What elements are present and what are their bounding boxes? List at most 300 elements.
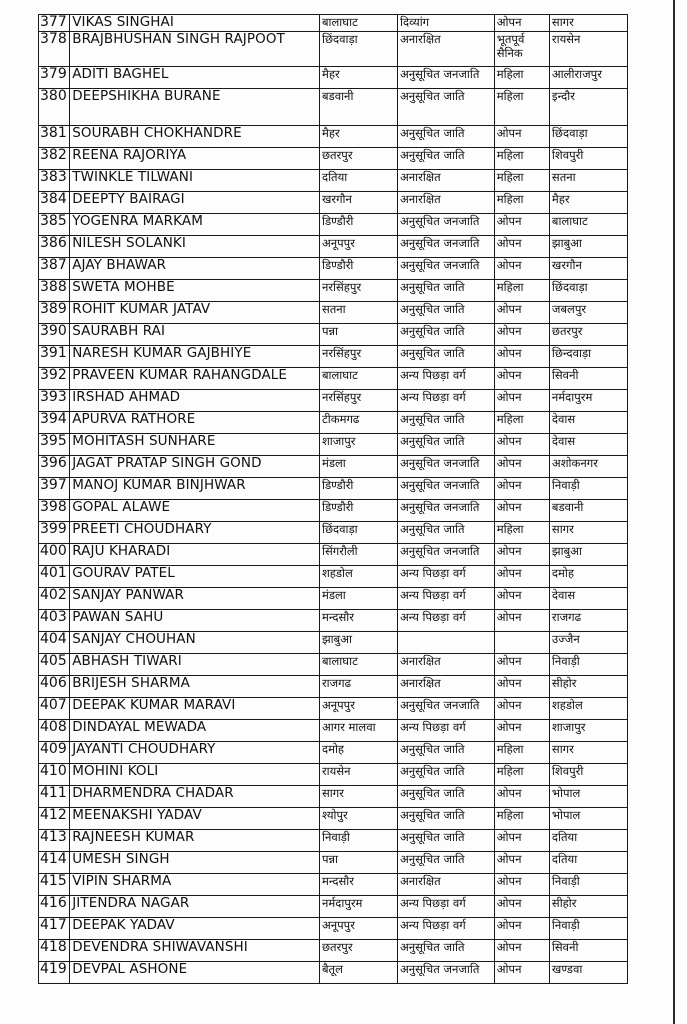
home-district-cell: नरसिंहपुर bbox=[319, 390, 397, 412]
candidate-name-cell: NARESH KUMAR GAJBHIYE bbox=[70, 346, 320, 368]
home-district-cell: अनूपपुर bbox=[319, 918, 397, 940]
posting-district-cell: खण्डवा bbox=[549, 962, 627, 984]
posting-district-cell: बडवानी bbox=[549, 500, 627, 522]
serial-number-cell: 390 bbox=[39, 324, 70, 346]
posting-district-cell: अशोकनगर bbox=[549, 456, 627, 478]
serial-number-cell: 387 bbox=[39, 258, 70, 280]
posting-district-cell: दमोह bbox=[549, 566, 627, 588]
posting-district-cell: बालाघाट bbox=[549, 214, 627, 236]
posting-district-cell: सागर bbox=[549, 15, 627, 32]
serial-number-cell: 402 bbox=[39, 588, 70, 610]
quota-cell: ओपन bbox=[494, 918, 549, 940]
posting-district-cell: शिवपुरी bbox=[549, 764, 627, 786]
quota-cell: ओपन bbox=[494, 368, 549, 390]
home-district-cell: राजगढ bbox=[319, 676, 397, 698]
category-cell: अनुसूचित जाति bbox=[398, 852, 495, 874]
serial-number-cell: 386 bbox=[39, 236, 70, 258]
quota-cell: ओपन bbox=[494, 214, 549, 236]
candidate-name-cell: SAURABH RAI bbox=[70, 324, 320, 346]
table-row bbox=[39, 456, 628, 478]
table-row bbox=[39, 808, 628, 830]
posting-district-cell: झाबुआ bbox=[549, 236, 627, 258]
table-row bbox=[39, 830, 628, 852]
quota-cell: ओपन bbox=[494, 830, 549, 852]
quota-cell: महिला bbox=[494, 192, 549, 214]
quota-cell: ओपन bbox=[494, 434, 549, 456]
serial-number-cell: 405 bbox=[39, 654, 70, 676]
serial-number-cell: 406 bbox=[39, 676, 70, 698]
candidate-name-cell: UMESH SINGH bbox=[70, 852, 320, 874]
quota-cell: महिला bbox=[494, 522, 549, 544]
table-row bbox=[39, 126, 628, 148]
category-cell: अनुसूचित जाति bbox=[398, 126, 495, 148]
candidate-name-cell: DEEPSHIKHA BURANE bbox=[70, 89, 320, 126]
candidate-name-cell: MOHITASH SUNHARE bbox=[70, 434, 320, 456]
quota-cell: ओपन bbox=[494, 896, 549, 918]
table-row bbox=[39, 478, 628, 500]
serial-number-cell: 407 bbox=[39, 698, 70, 720]
serial-number-cell: 381 bbox=[39, 126, 70, 148]
serial-number-cell: 394 bbox=[39, 412, 70, 434]
serial-number-cell: 419 bbox=[39, 962, 70, 984]
category-cell: अन्य पिछड़ा वर्ग bbox=[398, 896, 495, 918]
category-cell: अनुसूचित जनजाति bbox=[398, 478, 495, 500]
category-cell: अनुसूचित जाति bbox=[398, 808, 495, 830]
posting-district-cell: देवास bbox=[549, 412, 627, 434]
candidate-name-cell: MOHINI KOLI bbox=[70, 764, 320, 786]
posting-district-cell: छिंदवाड़ा bbox=[549, 280, 627, 302]
table-row bbox=[39, 412, 628, 434]
home-district-cell: मन्दसौर bbox=[319, 610, 397, 632]
posting-district-cell: सिवनी bbox=[549, 368, 627, 390]
category-cell: अनुसूचित जनजाति bbox=[398, 214, 495, 236]
serial-number-cell: 388 bbox=[39, 280, 70, 302]
category-cell: अनुसूचित जाति bbox=[398, 89, 495, 126]
serial-number-cell: 380 bbox=[39, 89, 70, 126]
category-cell: अनुसूचित जाति bbox=[398, 830, 495, 852]
quota-cell: महिला bbox=[494, 412, 549, 434]
quota-cell: ओपन bbox=[494, 324, 549, 346]
home-district-cell: डिण्डौरी bbox=[319, 214, 397, 236]
table-row bbox=[39, 192, 628, 214]
candidate-name-cell: MANOJ KUMAR BINJHWAR bbox=[70, 478, 320, 500]
category-cell: अनुसूचित जाति bbox=[398, 786, 495, 808]
serial-number-cell: 385 bbox=[39, 214, 70, 236]
home-district-cell: छतरपुर bbox=[319, 940, 397, 962]
table-row bbox=[39, 896, 628, 918]
candidate-name-cell: IRSHAD AHMAD bbox=[70, 390, 320, 412]
serial-number-cell: 391 bbox=[39, 346, 70, 368]
home-district-cell: छिंदवाड़ा bbox=[319, 32, 397, 67]
table-row bbox=[39, 346, 628, 368]
home-district-cell: नर्मदापुरम bbox=[319, 896, 397, 918]
quota-cell: ओपन bbox=[494, 390, 549, 412]
category-cell: अनुसूचित जाति bbox=[398, 148, 495, 170]
category-cell: अन्य पिछड़ा वर्ग bbox=[398, 720, 495, 742]
candidate-name-cell: SANJAY PANWAR bbox=[70, 588, 320, 610]
table-row bbox=[39, 522, 628, 544]
table-row bbox=[39, 742, 628, 764]
candidate-name-cell: TWINKLE TILWANI bbox=[70, 170, 320, 192]
category-cell: अनुसूचित जनजाति bbox=[398, 67, 495, 89]
home-district-cell: आगर मालवा bbox=[319, 720, 397, 742]
table-row bbox=[39, 236, 628, 258]
posting-district-cell: सीहोर bbox=[549, 896, 627, 918]
candidate-name-cell: DEVPAL ASHONE bbox=[70, 962, 320, 984]
candidate-name-cell: VIPIN SHARMA bbox=[70, 874, 320, 896]
home-district-cell: छिंदवाड़ा bbox=[319, 522, 397, 544]
posting-district-cell: शिवपुरी bbox=[549, 148, 627, 170]
serial-number-cell: 409 bbox=[39, 742, 70, 764]
quota-cell: ओपन bbox=[494, 720, 549, 742]
candidate-name-cell: RAJU KHARADI bbox=[70, 544, 320, 566]
right-table-border bbox=[673, 0, 675, 1024]
table-row bbox=[39, 324, 628, 346]
quota-cell: ओपन bbox=[494, 786, 549, 808]
quota-cell: ओपन bbox=[494, 676, 549, 698]
category-cell: अनारक्षित bbox=[398, 874, 495, 896]
table-row bbox=[39, 500, 628, 522]
home-district-cell: मन्दसौर bbox=[319, 874, 397, 896]
posting-district-cell: सिवनी bbox=[549, 940, 627, 962]
table-row bbox=[39, 962, 628, 984]
serial-number-cell: 397 bbox=[39, 478, 70, 500]
posting-district-cell: छतरपुर bbox=[549, 324, 627, 346]
serial-number-cell: 411 bbox=[39, 786, 70, 808]
posting-district-cell: झाबुआ bbox=[549, 544, 627, 566]
posting-district-cell: सागर bbox=[549, 522, 627, 544]
home-district-cell: पन्ना bbox=[319, 324, 397, 346]
quota-cell: महिला bbox=[494, 764, 549, 786]
posting-district-cell: सागर bbox=[549, 742, 627, 764]
quota-cell: ओपन bbox=[494, 588, 549, 610]
quota-cell: ओपन bbox=[494, 346, 549, 368]
category-cell: अन्य पिछड़ा वर्ग bbox=[398, 368, 495, 390]
home-district-cell: श्योपुर bbox=[319, 808, 397, 830]
serial-number-cell: 393 bbox=[39, 390, 70, 412]
home-district-cell: निवाड़ी bbox=[319, 830, 397, 852]
candidate-name-cell: PRAVEEN KUMAR RAHANGDALE bbox=[70, 368, 320, 390]
table-row bbox=[39, 566, 628, 588]
table-row bbox=[39, 588, 628, 610]
posting-district-cell: भोपाल bbox=[549, 786, 627, 808]
quota-cell: ओपन bbox=[494, 544, 549, 566]
candidate-name-cell: BRAJBHUSHAN SINGH RAJPOOT bbox=[70, 32, 320, 67]
candidate-name-cell: ADITI BAGHEL bbox=[70, 67, 320, 89]
serial-number-cell: 389 bbox=[39, 302, 70, 324]
candidate-name-cell: AJAY BHAWAR bbox=[70, 258, 320, 280]
serial-number-cell: 384 bbox=[39, 192, 70, 214]
serial-number-cell: 416 bbox=[39, 896, 70, 918]
home-district-cell: सिंगरौली bbox=[319, 544, 397, 566]
serial-number-cell: 408 bbox=[39, 720, 70, 742]
quota-cell: महिला bbox=[494, 67, 549, 89]
category-cell: अनुसूचित जाति bbox=[398, 324, 495, 346]
home-district-cell: डिण्डौरी bbox=[319, 500, 397, 522]
serial-number-cell: 382 bbox=[39, 148, 70, 170]
serial-number-cell: 379 bbox=[39, 67, 70, 89]
table-row bbox=[39, 918, 628, 940]
serial-number-cell: 377 bbox=[39, 15, 70, 32]
home-district-cell: नरसिंहपुर bbox=[319, 280, 397, 302]
serial-number-cell: 383 bbox=[39, 170, 70, 192]
home-district-cell: मंडला bbox=[319, 588, 397, 610]
quota-cell: ओपन bbox=[494, 456, 549, 478]
posting-district-cell: रायसेन bbox=[549, 32, 627, 67]
table-row bbox=[39, 786, 628, 808]
category-cell: अनुसूचित जनजाति bbox=[398, 236, 495, 258]
posting-district-cell: छिंदवाड़ा bbox=[549, 126, 627, 148]
candidate-name-cell: ROHIT KUMAR JATAV bbox=[70, 302, 320, 324]
posting-district-cell: देवास bbox=[549, 588, 627, 610]
category-cell: अनुसूचित जनजाति bbox=[398, 544, 495, 566]
quota-cell: ओपन bbox=[494, 126, 549, 148]
serial-number-cell: 415 bbox=[39, 874, 70, 896]
candidate-name-cell: BRIJESH SHARMA bbox=[70, 676, 320, 698]
category-cell: अनारक्षित bbox=[398, 654, 495, 676]
table-row bbox=[39, 148, 628, 170]
candidate-name-cell: VIKAS SINGHAI bbox=[70, 15, 320, 32]
quota-cell: ओपन bbox=[494, 698, 549, 720]
quota-cell: ओपन bbox=[494, 874, 549, 896]
serial-number-cell: 413 bbox=[39, 830, 70, 852]
home-district-cell: रायसेन bbox=[319, 764, 397, 786]
serial-number-cell: 417 bbox=[39, 918, 70, 940]
posting-district-cell: सीहोर bbox=[549, 676, 627, 698]
home-district-cell: शाजापुर bbox=[319, 434, 397, 456]
quota-cell: ओपन bbox=[494, 610, 549, 632]
home-district-cell: डिण्डौरी bbox=[319, 258, 397, 280]
home-district-cell: टीकमगढ bbox=[319, 412, 397, 434]
quota-cell: ओपन bbox=[494, 302, 549, 324]
home-district-cell: अनूपपुर bbox=[319, 236, 397, 258]
quota-cell: ओपन bbox=[494, 852, 549, 874]
posting-district-cell: इन्दौर bbox=[549, 89, 627, 126]
quota-cell: ओपन bbox=[494, 236, 549, 258]
home-district-cell: बडवानी bbox=[319, 89, 397, 126]
home-district-cell: सागर bbox=[319, 786, 397, 808]
candidate-name-cell: PREETI CHOUDHARY bbox=[70, 522, 320, 544]
posting-district-cell: शहडोल bbox=[549, 698, 627, 720]
candidate-name-cell: SANJAY CHOUHAN bbox=[70, 632, 320, 654]
serial-number-cell: 392 bbox=[39, 368, 70, 390]
category-cell: अनारक्षित bbox=[398, 676, 495, 698]
home-district-cell: बालाघाट bbox=[319, 654, 397, 676]
allotment-table bbox=[38, 14, 628, 984]
candidate-name-cell: GOURAV PATEL bbox=[70, 566, 320, 588]
serial-number-cell: 400 bbox=[39, 544, 70, 566]
serial-number-cell: 395 bbox=[39, 434, 70, 456]
home-district-cell: छतरपुर bbox=[319, 148, 397, 170]
home-district-cell: दतिया bbox=[319, 170, 397, 192]
posting-district-cell: दतिया bbox=[549, 830, 627, 852]
category-cell: अनुसूचित जनजाति bbox=[398, 258, 495, 280]
home-district-cell: मैहर bbox=[319, 67, 397, 89]
category-cell: अनुसूचित जाति bbox=[398, 280, 495, 302]
table-row bbox=[39, 654, 628, 676]
category-cell: अनुसूचित जाति bbox=[398, 434, 495, 456]
quota-cell bbox=[494, 632, 549, 654]
category-cell: अनारक्षित bbox=[398, 192, 495, 214]
category-cell: अन्य पिछड़ा वर्ग bbox=[398, 390, 495, 412]
candidate-name-cell: ABHASH TIWARI bbox=[70, 654, 320, 676]
quota-cell: महिला bbox=[494, 280, 549, 302]
candidate-name-cell: REENA RAJORIYA bbox=[70, 148, 320, 170]
category-cell: अनुसूचित जाति bbox=[398, 742, 495, 764]
posting-district-cell: मैहर bbox=[549, 192, 627, 214]
candidate-name-cell: SWETA MOHBE bbox=[70, 280, 320, 302]
serial-number-cell: 414 bbox=[39, 852, 70, 874]
home-district-cell: झाबुआ bbox=[319, 632, 397, 654]
allotment-table-body bbox=[39, 15, 628, 984]
table-row bbox=[39, 940, 628, 962]
table-row bbox=[39, 852, 628, 874]
category-cell: अनुसूचित जाति bbox=[398, 346, 495, 368]
category-cell: अनुसूचित जनजाति bbox=[398, 456, 495, 478]
posting-district-cell: सतना bbox=[549, 170, 627, 192]
serial-number-cell: 410 bbox=[39, 764, 70, 786]
quota-cell: ओपन bbox=[494, 258, 549, 280]
category-cell: अनुसूचित जाति bbox=[398, 522, 495, 544]
posting-district-cell: नर्मदापुरम bbox=[549, 390, 627, 412]
serial-number-cell: 399 bbox=[39, 522, 70, 544]
quota-cell: ओपन bbox=[494, 654, 549, 676]
serial-number-cell: 378 bbox=[39, 32, 70, 67]
posting-district-cell: शाजापुर bbox=[549, 720, 627, 742]
quota-cell: भूतपूर्व सैनिक bbox=[494, 32, 549, 67]
table-row bbox=[39, 170, 628, 192]
serial-number-cell: 412 bbox=[39, 808, 70, 830]
table-row bbox=[39, 720, 628, 742]
quota-cell: महिला bbox=[494, 89, 549, 126]
quota-cell: ओपन bbox=[494, 478, 549, 500]
quota-cell: ओपन bbox=[494, 566, 549, 588]
home-district-cell: मंडला bbox=[319, 456, 397, 478]
table-row bbox=[39, 368, 628, 390]
serial-number-cell: 401 bbox=[39, 566, 70, 588]
posting-district-cell: निवाड़ी bbox=[549, 874, 627, 896]
home-district-cell: बालाघाट bbox=[319, 15, 397, 32]
serial-number-cell: 396 bbox=[39, 456, 70, 478]
category-cell: अन्य पिछड़ा वर्ग bbox=[398, 610, 495, 632]
table-row bbox=[39, 874, 628, 896]
candidate-name-cell: YOGENRA MARKAM bbox=[70, 214, 320, 236]
home-district-cell: अनूपपुर bbox=[319, 698, 397, 720]
candidate-name-cell: DEVENDRA SHIWAVANSHI bbox=[70, 940, 320, 962]
table-row bbox=[39, 544, 628, 566]
category-cell: अनुसूचित जनजाति bbox=[398, 500, 495, 522]
quota-cell: ओपन bbox=[494, 940, 549, 962]
candidate-name-cell: SOURABH CHOKHANDRE bbox=[70, 126, 320, 148]
candidate-name-cell: JITENDRA NAGAR bbox=[70, 896, 320, 918]
serial-number-cell: 404 bbox=[39, 632, 70, 654]
posting-district-cell: छिन्दवाड़ा bbox=[549, 346, 627, 368]
category-cell: अनुसूचित जाति bbox=[398, 764, 495, 786]
category-cell: दिव्यांग bbox=[398, 15, 495, 32]
category-cell: अनुसूचित जाति bbox=[398, 940, 495, 962]
table-row bbox=[39, 610, 628, 632]
category-cell: अन्य पिछड़ा वर्ग bbox=[398, 566, 495, 588]
posting-district-cell: देवास bbox=[549, 434, 627, 456]
table-row bbox=[39, 764, 628, 786]
table-row bbox=[39, 258, 628, 280]
posting-district-cell: जबलपुर bbox=[549, 302, 627, 324]
home-district-cell: दमोह bbox=[319, 742, 397, 764]
category-cell: अनुसूचित जनजाति bbox=[398, 698, 495, 720]
home-district-cell: शहडोल bbox=[319, 566, 397, 588]
table-row bbox=[39, 32, 628, 67]
candidate-name-cell: APURVA RATHORE bbox=[70, 412, 320, 434]
quota-cell: महिला bbox=[494, 808, 549, 830]
candidate-name-cell: DEEPAK YADAV bbox=[70, 918, 320, 940]
table-row bbox=[39, 280, 628, 302]
quota-cell: महिला bbox=[494, 148, 549, 170]
posting-district-cell: आलीराजपुर bbox=[549, 67, 627, 89]
candidate-name-cell: RAJNEESH KUMAR bbox=[70, 830, 320, 852]
candidate-name-cell: JAYANTI CHOUDHARY bbox=[70, 742, 320, 764]
table-row bbox=[39, 15, 628, 32]
category-cell: अनारक्षित bbox=[398, 170, 495, 192]
home-district-cell: मैहर bbox=[319, 126, 397, 148]
candidate-name-cell: DEEPAK KUMAR MARAVI bbox=[70, 698, 320, 720]
category-cell: अन्य पिछड़ा वर्ग bbox=[398, 588, 495, 610]
category-cell: अनुसूचित जाति bbox=[398, 302, 495, 324]
table-row bbox=[39, 214, 628, 236]
candidate-name-cell: MEENAKSHI YADAV bbox=[70, 808, 320, 830]
category-cell: अनुसूचित जाति bbox=[398, 412, 495, 434]
quota-cell: महिला bbox=[494, 742, 549, 764]
home-district-cell: बालाघाट bbox=[319, 368, 397, 390]
candidate-name-cell: GOPAL ALAWE bbox=[70, 500, 320, 522]
table-row bbox=[39, 67, 628, 89]
quota-cell: ओपन bbox=[494, 962, 549, 984]
category-cell bbox=[398, 632, 495, 654]
table-row bbox=[39, 89, 628, 126]
table-row bbox=[39, 676, 628, 698]
table-row bbox=[39, 434, 628, 456]
candidate-name-cell: JAGAT PRATAP SINGH GOND bbox=[70, 456, 320, 478]
table-row bbox=[39, 302, 628, 324]
candidate-name-cell: DHARMENDRA CHADAR bbox=[70, 786, 320, 808]
home-district-cell: बैतूल bbox=[319, 962, 397, 984]
home-district-cell: नरसिंहपुर bbox=[319, 346, 397, 368]
quota-cell: ओपन bbox=[494, 15, 549, 32]
table-row bbox=[39, 390, 628, 412]
candidate-name-cell: DEEPTY BAIRAGI bbox=[70, 192, 320, 214]
home-district-cell: खरगौन bbox=[319, 192, 397, 214]
table-row bbox=[39, 632, 628, 654]
posting-district-cell: दतिया bbox=[549, 852, 627, 874]
serial-number-cell: 403 bbox=[39, 610, 70, 632]
candidate-name-cell: NILESH SOLANKI bbox=[70, 236, 320, 258]
posting-district-cell: भोपाल bbox=[549, 808, 627, 830]
category-cell: अनारक्षित bbox=[398, 32, 495, 67]
candidate-name-cell: DINDAYAL MEWADA bbox=[70, 720, 320, 742]
posting-district-cell: निवाड़ी bbox=[549, 918, 627, 940]
serial-number-cell: 398 bbox=[39, 500, 70, 522]
home-district-cell: सतना bbox=[319, 302, 397, 324]
posting-district-cell: राजगढ bbox=[549, 610, 627, 632]
candidate-name-cell: PAWAN SAHU bbox=[70, 610, 320, 632]
serial-number-cell: 418 bbox=[39, 940, 70, 962]
home-district-cell: डिण्डौरी bbox=[319, 478, 397, 500]
posting-district-cell: निवाड़ी bbox=[549, 478, 627, 500]
category-cell: अन्य पिछड़ा वर्ग bbox=[398, 918, 495, 940]
quota-cell: ओपन bbox=[494, 500, 549, 522]
posting-district-cell: निवाड़ी bbox=[549, 654, 627, 676]
posting-district-cell: उज्जैन bbox=[549, 632, 627, 654]
posting-district-cell: खरगौन bbox=[549, 258, 627, 280]
